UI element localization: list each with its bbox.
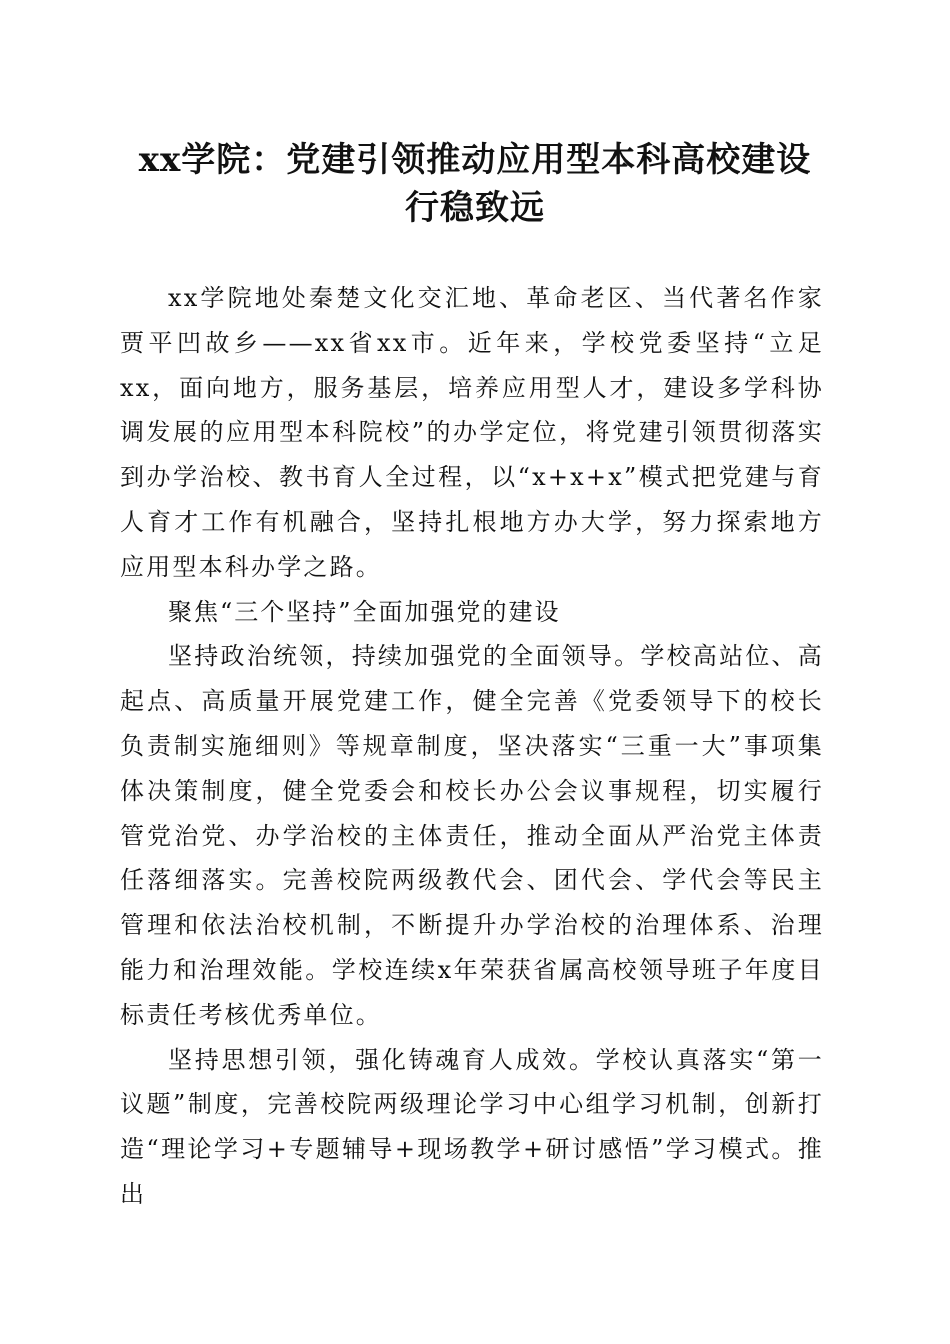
paragraph-ideological-leadership: 坚持思想引领，强化铸魂育人成效。学校认真落实“第一议题”制度，完善校院两级理论学习中心组学习机制，创新打造“理论学习+专题辅导+现场教学+研讨感悟”学习模式。推出 — [120, 1045, 824, 1208]
section-heading: 聚焦“三个坚持”全面加强党的建设 — [168, 597, 561, 626]
document-body — [120, 276, 824, 1217]
title-line-1: xx学院：党建引领推动应用型本科高校建设 — [138, 140, 812, 180]
title-line-2: 行稳致远 — [405, 188, 545, 228]
document-title — [100, 136, 850, 232]
paragraph-intro: xx学院地处秦楚文化交汇地、革命老区、当代著名作家贾平凹故乡——xx省xx市。近年来，学校党委坚持“立足xx，面向地方，服务基层，培养应用型人才，建设多学科协调发展的应用型本科院校”的办学定位，将党建引领贯彻落实到办学治校、教书育人全过程，以“x+x+x”模式把党建与育人育才工作有机融合，坚持扎根地方办大学，努力探索地方应用型本科办学之路。 — [120, 284, 824, 581]
paragraph-political-leadership: 坚持政治统领，持续加强党的全面领导。学校高站位、高起点、高质量开展党建工作，健全完善《党委领导下的校长负责制实施细则》等规章制度，坚决落实“三重一大”事项集体决策制度，健全党委会和校长办公会议事规程，切实履行管党治党、办学治校的主体责任，推动全面从严治党主体责任落细落实。完善校院两级教代会、团代会、学代会等民主管理和依法治校机制，不断提升办学治校的治理体系、治理能力和治理效能。学校连续x年荣获省属高校领导班子年度目标责任考核优秀单位。 — [120, 642, 824, 1029]
